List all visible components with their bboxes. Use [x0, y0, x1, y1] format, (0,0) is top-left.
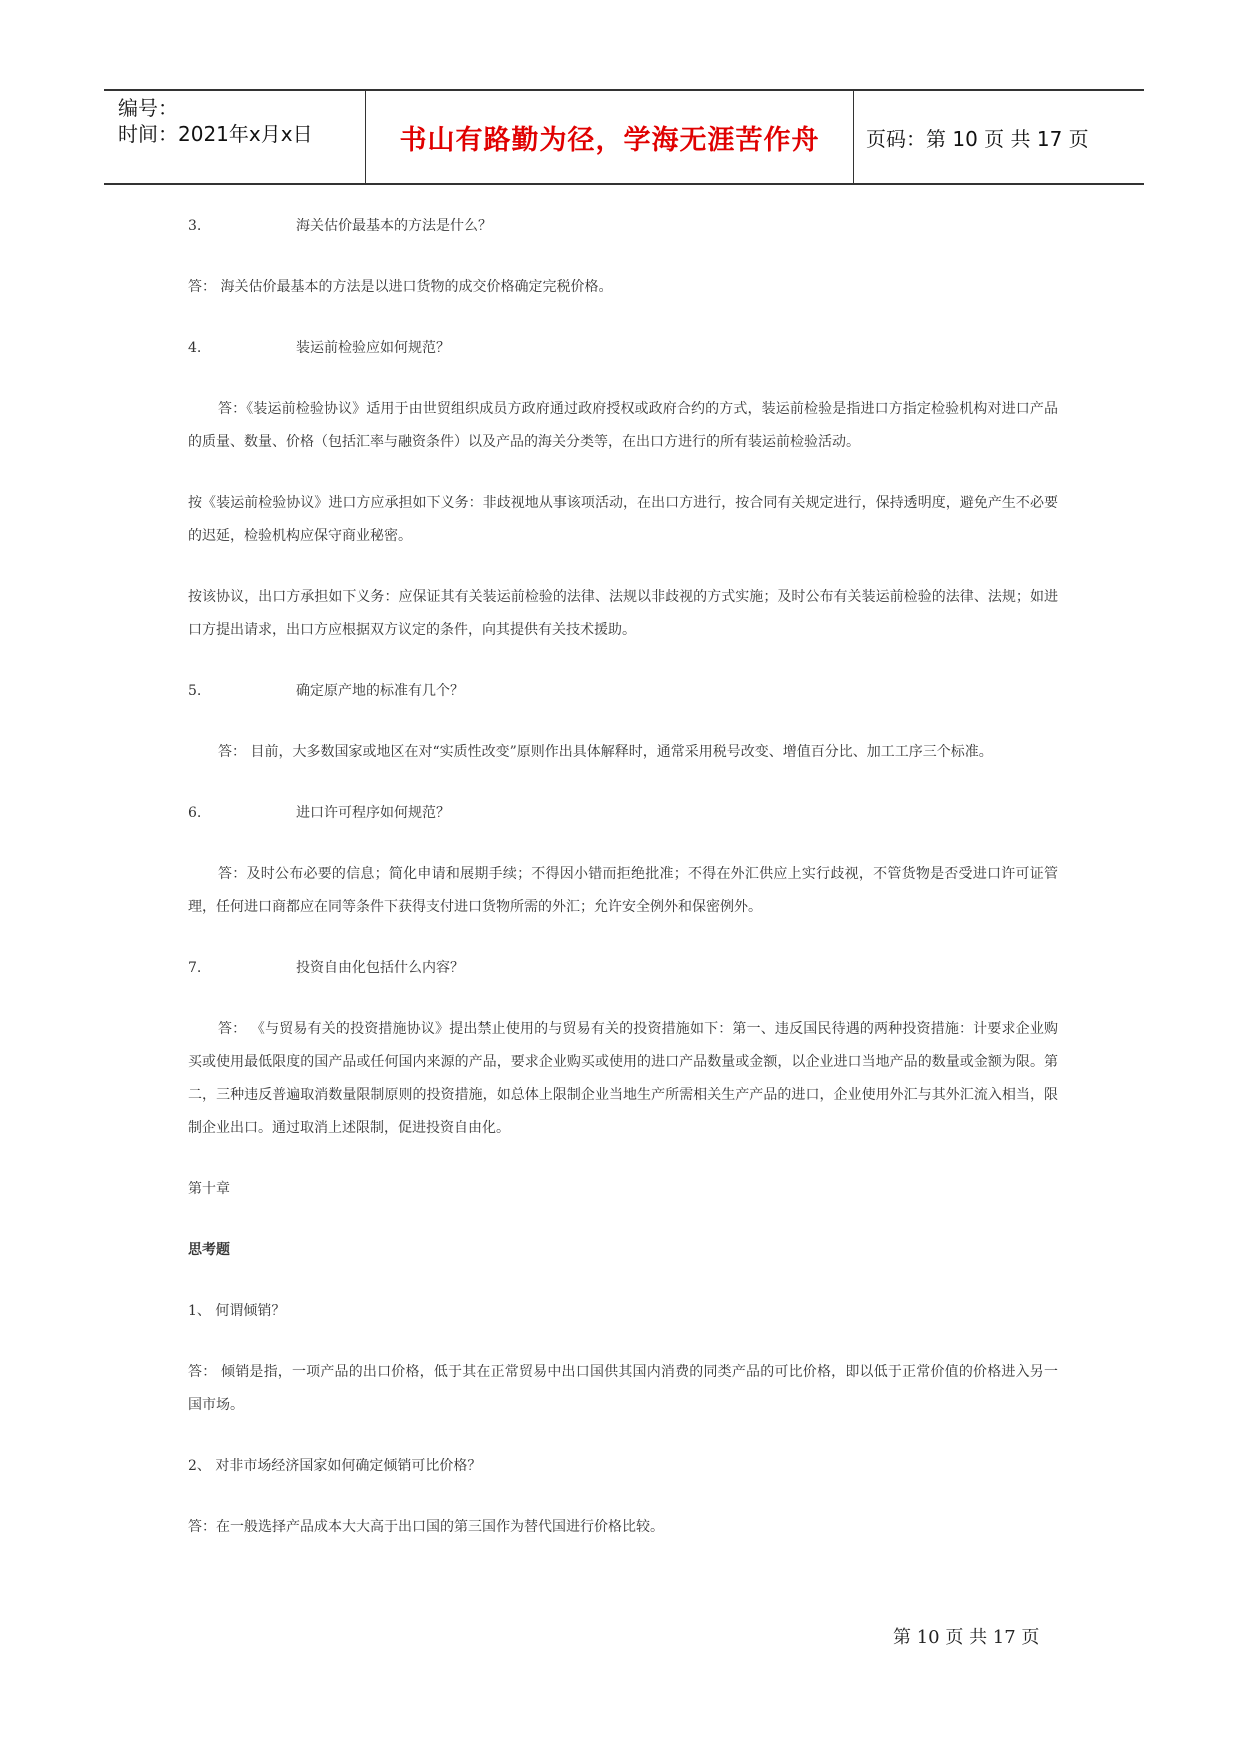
header-left-cell	[104, 91, 366, 183]
question-text: 进口许可程序如何规范？	[296, 805, 450, 821]
section-heading: 思考题	[188, 1242, 230, 1258]
question-2: 2、 对非市场经济国家如何确定倾销可比价格？	[188, 1458, 482, 1474]
header-table	[104, 89, 1144, 185]
answer-paragraph: 答： 目前，大多数国家或地区在对“实质性改变”原则作出具体解释时，通常采用税号改变、增值百分比、加工工序三个标准。	[218, 744, 993, 760]
question-3	[188, 210, 1058, 243]
question-number: 7.	[188, 960, 202, 976]
answer-paragraph: 答： 海关估价最基本的方法是以进口货物的成交价格确定完税价格。	[188, 279, 613, 295]
header-motto: 书山有路勤为径，学海无涯苦作舟	[366, 91, 854, 183]
answer-paragraph: 答：在一般选择产品成本大大高于出口国的第三国作为替代国进行价格比较。	[188, 1519, 664, 1535]
question-number: 4.	[188, 340, 202, 356]
body-paragraph: 按《装运前检验协议》进口方应承担如下义务：非歧视地从事该项活动，在出口方进行，按合同有关规定进行，保持透明度，避免产生不必要的迟延，检验机构应保守商业秘密。	[188, 495, 1058, 544]
answer-paragraph: 答： 《与贸易有关的投资措施协议》提出禁止使用的与贸易有关的投资措施如下：第一、违反国民待遇的两种投资措施：计要求企业购买或使用最低限度的国产品或任何国内来源的产品，要求企业购买或使用的进口产品数量或金额，以企业进口当地产品的数量或金额为限。第二，三种违反普遍取消数量限制原则的投资措施，如总体上限制企业当地生产所需相关生产产品的进口，企业使用外汇与其外汇流入相当，限制企业出口。通过取消上述限制，促进投资自由化。	[188, 1021, 1058, 1136]
chapter-heading: 第十章	[188, 1181, 230, 1197]
answer-paragraph: 答：《装运前检验协议》适用于由世贸组织成员方政府通过政府授权或政府合约的方式，装运前检验是指进口方指定检验机构对进口产品的质量、数量、价格（包括汇率与融资条件）以及产品的海关分类等，在出口方进行的所有装运前检验活动。	[188, 401, 1058, 450]
answer-paragraph: 答： 倾销是指，一项产品的出口价格，低于其在正常贸易中出口国供其国内消费的同类产品的可比价格，即以低于正常价值的价格进入另一国市场。	[188, 1364, 1058, 1413]
question-number: 6.	[188, 805, 202, 821]
question-text: 装运前检验应如何规范？	[296, 340, 450, 356]
question-1: 1、 何谓倾销？	[188, 1303, 286, 1319]
answer-paragraph: 答：及时公布必要的信息；简化申请和展期手续；不得因小错而拒绝批准；不得在外汇供应上实行歧视，不管货物是否受进口许可证管理，任何进口商都应在同等条件下获得支付进口货物所需的外汇；允许安全例外和保密例外。	[188, 866, 1058, 915]
question-text: 确定原产地的标准有几个？	[296, 683, 464, 699]
document-number-label: 编号：	[118, 96, 178, 120]
body-paragraph: 按该协议，出口方承担如下义务：应保证其有关装运前检验的法律、法规以非歧视的方式实施；及时公布有关装运前检验的法律、法规；如进口方提出请求，出口方应根据双方议定的条件，向其提供有关技术援助。	[188, 589, 1058, 638]
document-body	[188, 210, 1058, 1572]
question-number: 3.	[188, 218, 202, 234]
question-7	[188, 952, 1058, 985]
document-time-label: 时间：2021年x月x日	[118, 122, 313, 146]
question-number: 5.	[188, 683, 202, 699]
question-6	[188, 797, 1058, 830]
question-text: 投资自由化包括什么内容？	[296, 960, 464, 976]
question-4	[188, 332, 1058, 365]
header-page-label: 页码：第 10 页 共 17 页	[866, 126, 1089, 151]
question-5	[188, 675, 1058, 708]
question-text: 海关估价最基本的方法是什么？	[296, 218, 492, 234]
page-footer: 第 10 页 共 17 页	[893, 1627, 1040, 1648]
